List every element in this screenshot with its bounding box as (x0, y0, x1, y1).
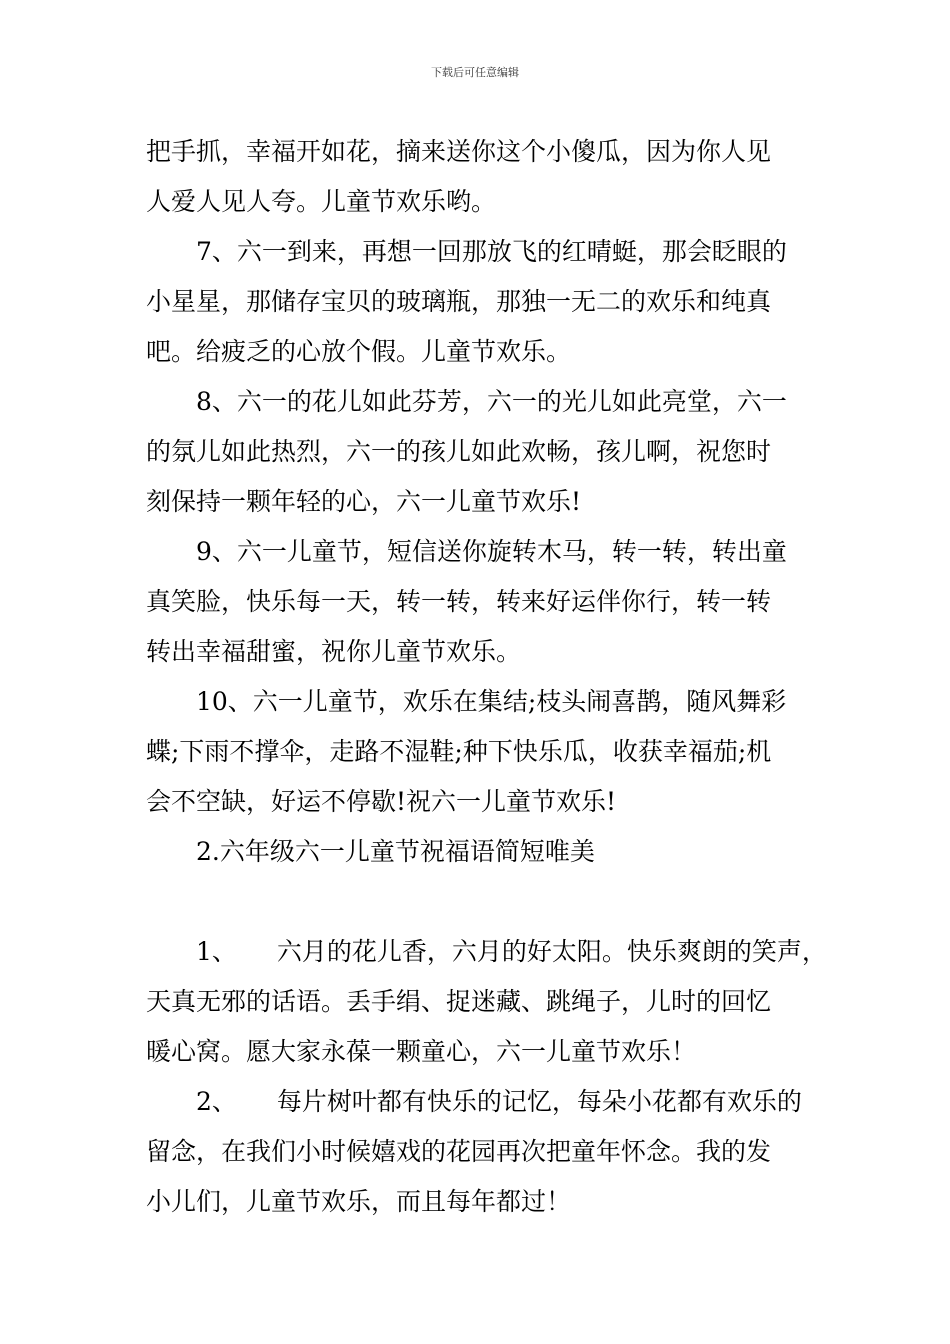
text-line: 留念，在我们小时候嬉戏的花园再次把童年怀念。我的发 (146, 1137, 772, 1166)
section-heading: 2.六年级六一儿童节祝福语简短唯美 (196, 837, 595, 866)
text-line: 吧。给疲乏的心放个假。儿童节欢乐。 (146, 337, 572, 366)
item-text: 每片树叶都有快乐的记忆，每朵小花都有欢乐的 (276, 1087, 802, 1116)
text-line: 人爱人见人夸。儿童节欢乐哟。 (146, 187, 497, 216)
item-number: 2、 (196, 1087, 237, 1116)
paragraph-6-continued (146, 127, 821, 227)
text-line: 小星星，那储存宝贝的玻璃瓶，那独一无二的欢乐和纯真 (146, 287, 772, 316)
text-line: 暖心窝。愿大家永葆一颗童心，六一儿童节欢乐！ (146, 1037, 697, 1066)
text-line: 的氛儿如此热烈，六一的孩儿如此欢畅，孩儿啊，祝您时 (146, 437, 772, 466)
page-header: 下载后可任意编辑 (431, 66, 519, 79)
text-line: 天真无邪的话语。丢手绢、捉迷藏、跳绳子，儿时的回忆 (146, 987, 772, 1016)
item-text: 六月的花儿香，六月的好太阳。快乐爽朗的笑声， (276, 937, 827, 966)
text-line: 蝶;下雨不撑伞，走路不湿鞋;种下快乐瓜，收获幸福茄;机 (146, 737, 772, 766)
text-line: 10、六一儿童节，欢乐在集结;枝头闹喜鹊，随风舞彩 (196, 687, 787, 716)
text-line: 转出幸福甜蜜，祝你儿童节欢乐。 (146, 637, 522, 666)
text-line: 真笑脸，快乐每一天，转一转，转来好运伴你行，转一转 (146, 587, 772, 616)
item-number: 1、 (196, 937, 237, 966)
text-line: 会不空缺，好运不停歇!祝六一儿童节欢乐! (146, 787, 617, 816)
text-line: 小儿们，儿童节欢乐，而且每年都过！ (146, 1187, 572, 1216)
document-body (146, 127, 827, 1227)
text-line: 8、六一的花儿如此芬芳，六一的光儿如此亮堂，六一 (196, 387, 787, 416)
text-line: 把手抓，幸福开如花，摘来送你这个小傻瓜，因为你人见 (146, 137, 772, 166)
wish-2 (146, 1077, 821, 1227)
text-line: 7、六一到来，再想一回那放飞的红晴蜓，那会眨眼的 (196, 237, 787, 266)
paragraph-8 (146, 377, 821, 527)
text-line (146, 927, 827, 977)
paragraph-7 (146, 227, 821, 377)
blank-line (146, 877, 821, 927)
text-line: 9、六一儿童节，短信送你旋转木马，转一转，转出童 (196, 537, 787, 566)
text-line: 刻保持一颗年轻的心，六一儿童节欢乐! (146, 487, 582, 516)
wish-1 (146, 927, 827, 1077)
paragraph-10 (146, 677, 821, 827)
text-line (146, 1077, 821, 1127)
paragraph-9 (146, 527, 821, 677)
